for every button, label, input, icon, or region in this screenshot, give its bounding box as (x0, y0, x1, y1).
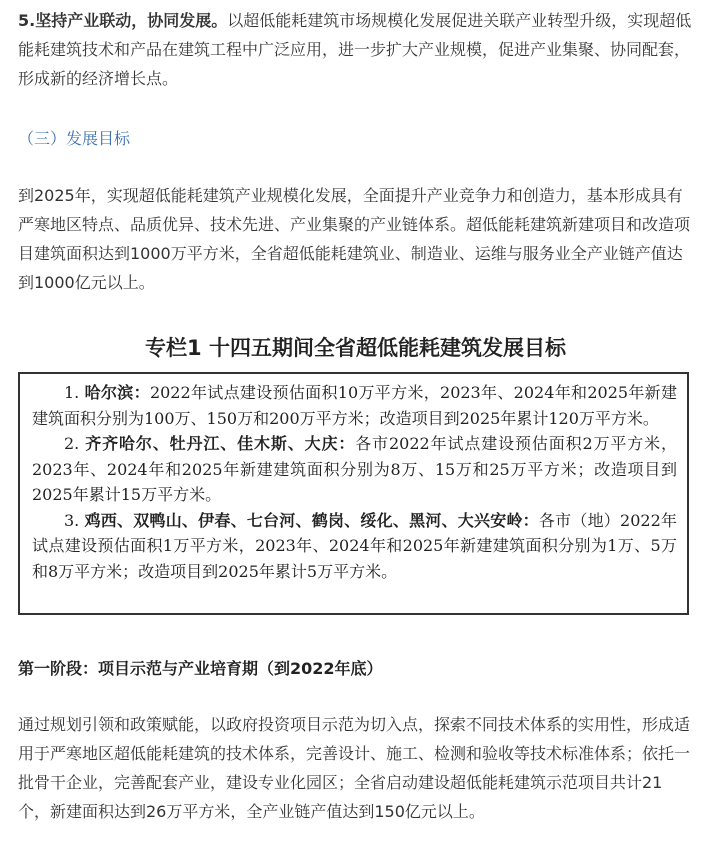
section-heading: （三）发展目标 (18, 129, 131, 148)
box-item-cities: 哈尔滨： (84, 383, 150, 402)
box-item (32, 431, 677, 508)
stage-heading: 第一阶段：项目示范与产业培育期（到2022年底） (18, 659, 383, 678)
box-item-cities: 鸡西、双鸭山、伊春、七台河、鹤岗、绥化、黑河、大兴安岭： (84, 510, 539, 530)
box-item-number: 1. (64, 383, 80, 402)
box-item-number: 2. (64, 434, 80, 453)
principle-paragraph (18, 6, 694, 93)
box-item (32, 508, 677, 585)
principle-lead: 5.坚持产业联动，协同发展。 (18, 11, 228, 30)
box-item-number: 3. (64, 510, 80, 530)
box-item (32, 380, 677, 431)
box-item-text: 各市2022年试点建设预估面积2万平方米，2023年、2024年和2025年新建建筑面积分别为8万、15万和25万平方米；改造项目到2025年累计15万平方米。 (32, 434, 677, 504)
box-item-cities: 齐齐哈尔、牡丹江、佳木斯、大庆： (85, 434, 356, 453)
targets-box (18, 372, 689, 615)
goal-paragraph: 到2025年，实现超低能耗建筑产业规模化发展，全面提升产业竞争力和创造力，基本形成具有严寒地区特点、品质优异、技术先进、产业集聚的产业链体系。超低能耗建筑新建项目和改造项目建筑面积达到1000万平方米，全省超低能耗建筑业、制造业、运维与服务业全产业链产值达到1000亿元以上。 (18, 186, 691, 292)
box-title: 专栏1 十四五期间全省超低能耗建筑发展目标 (145, 336, 566, 360)
box-item-text: 2022年试点建设预估面积10万平方米，2023年、2024年和2025年新建建筑面积分别为100万、150万和200万平方米；改造项目到2025年累计120万平方米。 (32, 383, 677, 428)
stage-paragraph: 通过规划引领和政策赋能，以政府投资项目示范为切入点，探索不同技术体系的实用性，形成适用于严寒地区超低能耗建筑的技术体系，完善设计、施工、检测和验收等技术标准体系；依托一批骨干企业，完善配套产业，建设专业化园区；全省启动建设超低能耗建筑示范项目共计21个，新建面积达到26万平方米，全产业链产值达到150亿元以上。 (18, 715, 691, 821)
principle-text: 以超低能耗建筑市场规模化发展促进关联产业转型升级，实现超低能耗建筑技术和产品在建筑工程中广泛应用，进一步扩大产业规模，促进产业集聚、协同配套，形成新的经济增长点。 (18, 11, 692, 88)
box-item-text: 各市（地）2022年试点建设预估面积1万平方米，2023年、2024年和2025年新建建筑面积分别为1万、5万和8万平方米；改造项目到2025年累计5万平方米。 (32, 510, 677, 581)
